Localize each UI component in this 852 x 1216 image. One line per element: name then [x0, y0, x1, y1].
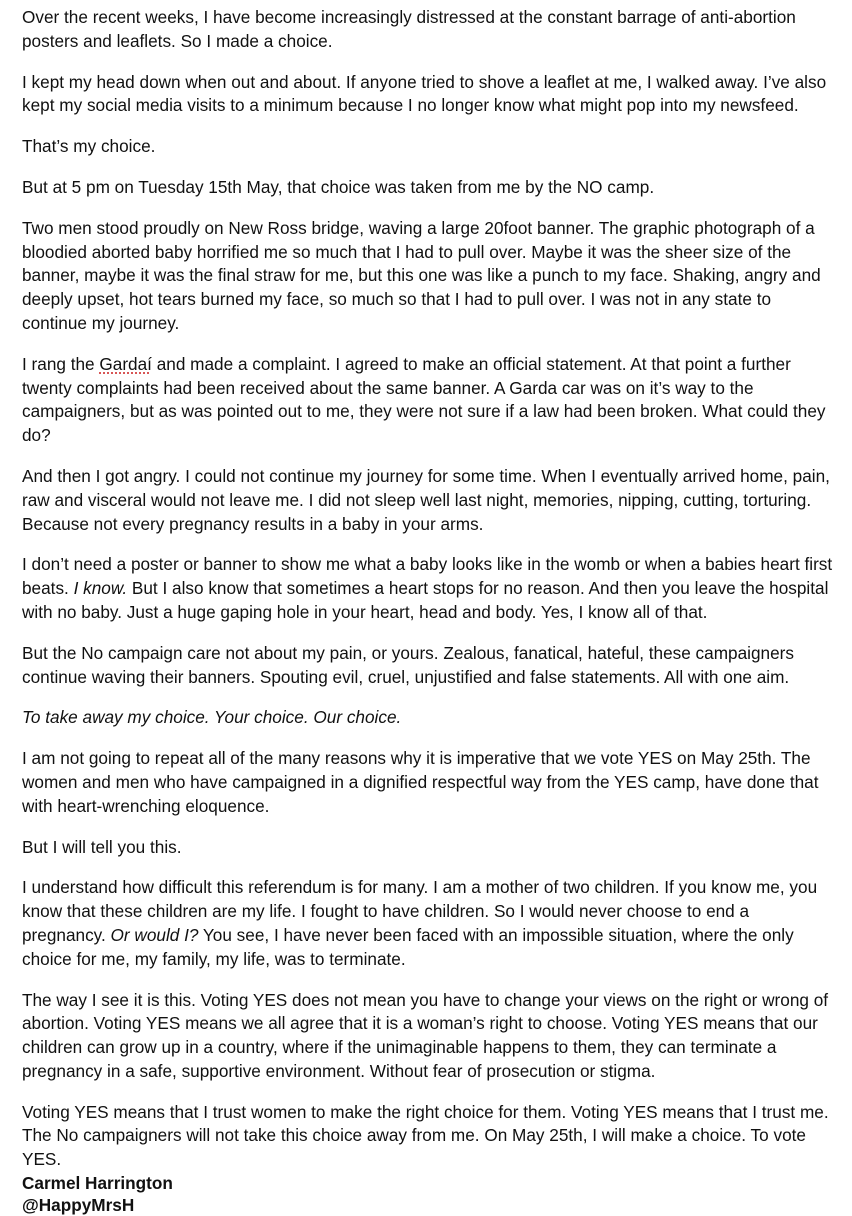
paragraph-8-start: I don’t need a poster or banner to show me what a baby looks like in the womb or when a babies heart first beats.: [22, 554, 833, 599]
paragraph-14: The way I see it is this. Voting YES does not mean you have to change your views on the right or wrong of abortion. Voting YES means we all agree that it is a woman’s right to choose. Voting YES means that our children can grow up in a country, where if the unimaginable happens to them, they can terminate a pregnancy in a safe, supportive environment. Without fear of prosecution or stigma.: [22, 989, 829, 1081]
paragraph-8-emphasis: I know.: [73, 578, 128, 599]
paragraph-5: Two men stood proudly on New Ross bridge, waving a large 20foot banner. The graphic photograph of a bloodied aborted baby horrified me so much that I had to pull over. Maybe it was the sheer size of the banner, maybe it was the final straw for me, but this one was like a punch to my face. Shaking, angry and deeply upset, hot tears burned my face, so much so that I had to pull over. I was not in any state to continue my journey.: [22, 217, 821, 333]
paragraph-6-rest: and made a complaint. I agreed to make an official statement. At that point a further twenty complaints had been received about the same banner. A Garda car was on it’s way to the campaigners, but as was pointed out to me, they were not sure if a law had been broken. What could they do?: [22, 353, 826, 446]
signature-handle: @HappyMrsH: [22, 1195, 135, 1216]
paragraph-9: But the No campaign care not about my pain, or yours. Zealous, fanatical, hateful, these campaigners continue waving their banners. Spouting evil, cruel, unjustified and false statements. All with one aim.: [22, 642, 794, 687]
signature-name: Carmel Harrington: [22, 1173, 173, 1194]
paragraph-6: [22, 353, 834, 448]
paragraph-4: But at 5 pm on Tuesday 15th May, that choice was taken from me by the NO camp.: [22, 176, 655, 197]
paragraph-13-emphasis: Or would I?: [110, 924, 199, 945]
signature-block: [22, 1172, 834, 1216]
paragraph-3: That’s my choice.: [22, 136, 156, 157]
spellcheck-flagged-word: Gardaí: [99, 353, 152, 374]
paragraph-2: I kept my head down when out and about. If anyone tried to shove a leaflet at me, I walked away. I’ve also kept my social media visits to a minimum because I no longer know what might pop into my newsfeed.: [22, 71, 827, 116]
paragraph-7: And then I got angry. I could not continue my journey for some time. When I eventually arrived home, pain, raw and visceral would not leave me. I did not sleep well last night, memories, nipping, cutting, torturing. Because not every pregnancy results in a baby in your arms.: [22, 465, 830, 534]
paragraph-8: [22, 553, 834, 624]
paragraph-1: Over the recent weeks, I have become increasingly distressed at the constant barrage of anti-abortion posters and leaflets. So I made a choice.: [22, 7, 796, 51]
paragraph-11: I am not going to repeat all of the many reasons why it is imperative that we vote YES on May 25th. The women and men who have campaigned in a dignified respectful way from the YES camp, have done that with heart-wrenching eloquence.: [22, 748, 819, 816]
paragraph-15: Voting YES means that I trust women to make the right choice for them. Voting YES means that I trust me. The No campaigners will not take this choice away from me. On May 25th, I will make a choice. To vote YES.: [22, 1101, 829, 1170]
paragraph-10-italic: To take away my choice. Your choice. Our choice.: [22, 707, 402, 728]
paragraph-6-start: I rang the: [22, 353, 100, 374]
paragraph-13: [22, 876, 834, 971]
paragraph-13-start: I understand how difficult this referendum is for many. I am a mother of two children. If you know me, you know that these children are my life. I fought to have children. So I would never choose to end a pregnancy.: [22, 877, 818, 945]
paragraph-13-rest: You see, I have never been faced with an impossible situation, where the only choice for me, my family, my life, was to terminate.: [22, 924, 794, 969]
paragraph-8-rest: But I also know that sometimes a heart stops for no reason. And then you leave the hospital with no baby. Just a huge gaping hole in your heart, head and body. Yes, I know all of that.: [22, 578, 829, 622]
paragraph-12: But I will tell you this.: [22, 836, 182, 857]
